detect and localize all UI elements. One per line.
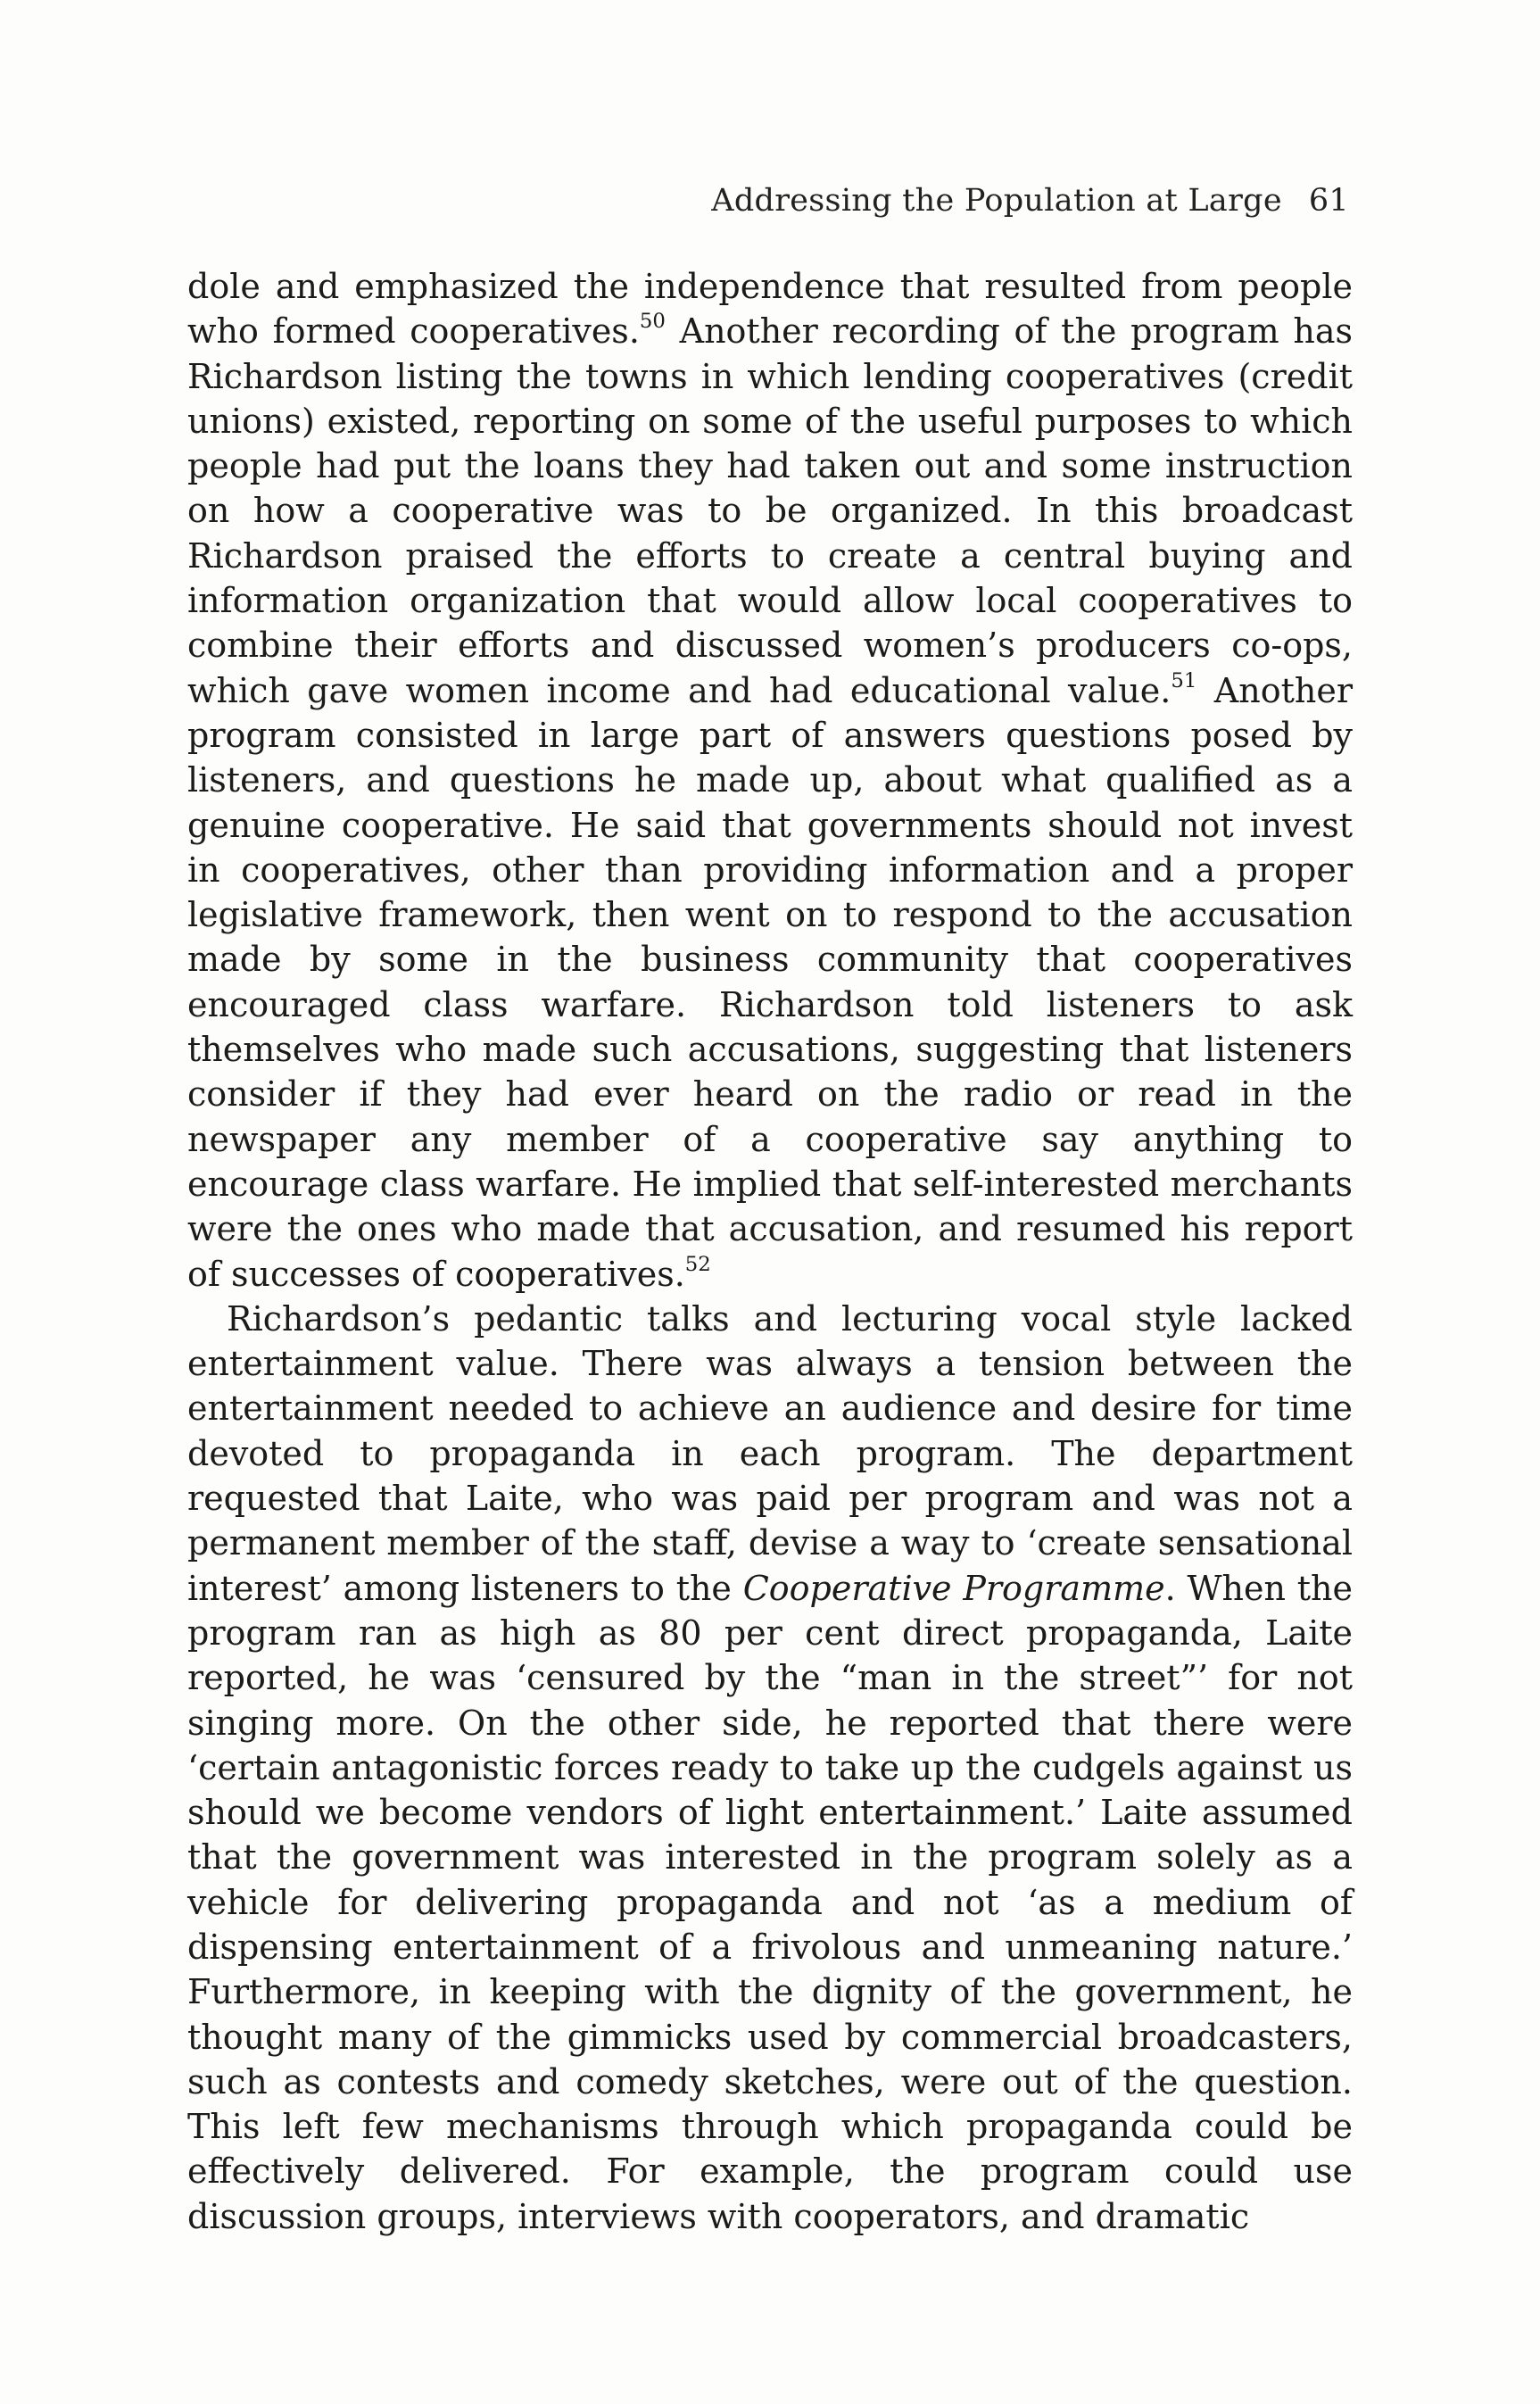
footnote-ref-52: 52 xyxy=(684,1252,711,1276)
footnote-ref-50: 50 xyxy=(639,310,666,334)
paragraph-2 xyxy=(187,1297,1353,2239)
paragraph-1 xyxy=(187,264,1353,1297)
running-head xyxy=(711,182,1349,220)
paragraph-1-text-c: Another program consisted in large part of answers questions posed by listeners, and questions he made up, about what qualified as a genuine cooperative. He said that governments should not invest in cooperatives, other than providing information and a proper legislative framework, then went on to respond to the accusation made by some in the business community that cooperatives encouraged class warfare. Richardson told listeners to ask themselves who made such accusations, suggesting that listeners consider if they had ever heard on the radio or read in the newspaper any member of a cooperative say anything to encourage class warfare. He implied that self-interested merchants were the ones who made that accusation, and resumed his report of successes of cooperatives. xyxy=(187,670,1353,1294)
footnote-ref-51: 51 xyxy=(1171,668,1197,692)
paragraph-2-text-a: Richardson’s pedantic talks and lecturing vocal style lacked entertainment value. There was always a tension between the entertainment needed to achieve an audience and desire for time devoted to propaganda in each program. The department requested that Laite, who was paid per program and was not a permanent member of the staff, devise a way to ‘create sensational interest’ among listeners to the xyxy=(187,1298,1353,1608)
running-head-title: Addressing the Population at Large xyxy=(711,183,1282,219)
paragraph-1-text-b: Another recording of the program has Richardson listing the towns in which lending cooperatives (credit unions) existed, reporting on some of the useful purposes to which people had put the loans they had taken out and some instruction on how a cooperative was to be organized. In this broadcast Richardson praised the efforts to create a central buying and information organization that would allow local cooperatives to combine their efforts and discussed women’s producers co-ops, which gave women income and had educational value. xyxy=(187,311,1354,710)
paragraph-1-text-a: dole and emphasized the independence that resulted from people who formed cooperatives. xyxy=(187,267,1353,352)
body-text xyxy=(187,264,1353,2239)
paragraph-2-text-b: . When the program ran as high as 80 per cent direct propaganda, Laite reported, he was ‘censured by the “man in the street”’ for not singing more. On the other side, he reported that there were ‘certain antagonistic forces ready to take up the cudgels against us should we become vendors of light entertainment.’ Laite assumed that the government was interested in the program solely as a vehicle for delivering propaganda and not ‘as a medium of dispensing entertainment of a frivolous and unmeaning nature.’ Furthermore, in keeping with the dignity of the government, he thought many of the gimmicks used by commercial broadcasters, such as contests and comedy sketches, were out of the question. This left few mechanisms through which propaganda could be effectively delivered. For example, the program could use discussion groups, interviews with cooperators, and dramatic xyxy=(187,1568,1353,2236)
program-title: Cooperative Programme xyxy=(742,1568,1165,1608)
page-number: 61 xyxy=(1308,183,1349,219)
